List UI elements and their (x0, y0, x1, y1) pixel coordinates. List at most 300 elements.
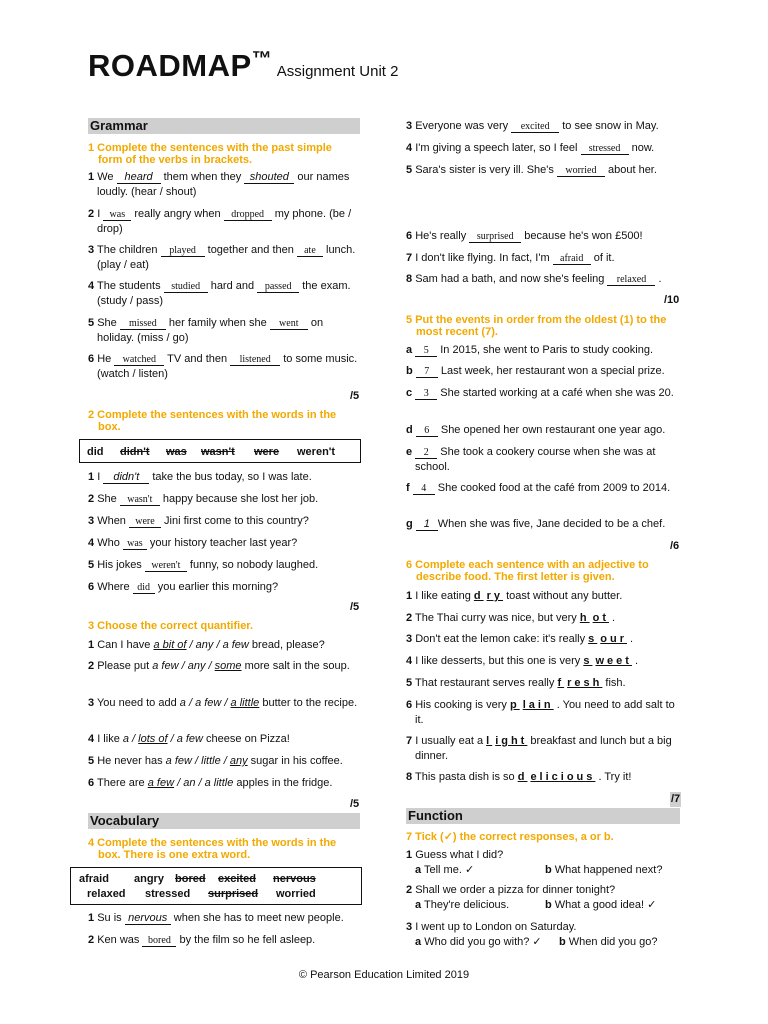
option-text: Who did you go with? (424, 935, 530, 948)
footer-copyright: © Pearson Education Limited 2019 (298, 969, 470, 981)
separator: / (185, 697, 196, 709)
answer-blank: played (161, 245, 205, 257)
item-number: 6 (406, 699, 413, 711)
answer-blank: 5 (415, 345, 437, 357)
option-text: They're delicious. (423, 898, 510, 911)
list-item (88, 470, 360, 485)
item-number: 1 (406, 849, 413, 861)
item-text: I like eating (415, 590, 474, 602)
separator: / (178, 660, 188, 672)
separator: / (205, 660, 215, 672)
answer-blank: heard (117, 172, 161, 184)
separator: / (191, 755, 202, 767)
item-number: 1 (88, 171, 95, 183)
item-text: You need to add (96, 697, 180, 709)
item-text: breakfast and lunch but a big dinner. (415, 735, 672, 762)
item-number: 2 (406, 884, 413, 896)
item-number: 3 (88, 697, 95, 709)
answer-options (415, 898, 680, 912)
first-letter: s (588, 633, 598, 645)
option-letter: b (545, 898, 552, 911)
item-number: 5 (88, 317, 95, 329)
list-item (88, 243, 360, 272)
item-text: about her. (604, 164, 657, 176)
item-text: to some music. (watch / listen) (97, 353, 358, 380)
item-text: my phone. (be / drop) (97, 208, 352, 235)
list-item (88, 536, 360, 551)
answer-blank: nervous (125, 913, 171, 925)
list-item (406, 364, 680, 379)
item-number: 3 (406, 633, 413, 645)
item-number: 7 (406, 252, 413, 264)
first-letter: d (473, 590, 484, 602)
answer-word (557, 677, 602, 689)
item-text: She took a cookery course when she was at school. (415, 446, 656, 473)
ex4-word-box (70, 867, 362, 905)
option-letter: b (545, 863, 552, 876)
item-text: when she has to meet new people. (170, 912, 344, 924)
option-text: What happened next? (554, 863, 663, 876)
list-item (88, 911, 363, 926)
trademark: ™ (251, 48, 272, 70)
ex4-score: /10 (664, 294, 680, 306)
ex2-score: /5 (350, 601, 360, 613)
option-a (415, 863, 474, 878)
item-number: d (406, 424, 413, 436)
item-text: more salt in the soup. (241, 660, 350, 672)
answer-blank: did (133, 582, 155, 594)
item-text: them when they (160, 171, 245, 183)
separator: / (129, 733, 139, 745)
answer-blank: 7 (416, 366, 438, 378)
item-text: She (97, 317, 120, 329)
item-number: 5 (88, 559, 95, 571)
word-werent: weren't (297, 446, 336, 458)
question-text: I went up to London on Saturday. (415, 921, 577, 933)
item-text: by the film so he fell asleep. (176, 934, 316, 946)
item-number: 8 (406, 771, 413, 783)
answer-blank: excited (511, 121, 559, 133)
list-item (88, 352, 360, 381)
item-text: to see snow in May. (559, 120, 659, 132)
list-item (406, 734, 680, 763)
item-number: a (406, 344, 413, 356)
list-item (88, 659, 360, 674)
answer-blank: 6 (416, 425, 438, 437)
quantifier-option: a few (176, 733, 203, 745)
answer-word (486, 735, 527, 747)
ex6-instruction: 6 Complete each sentence with an adjective to describe food. The first letter is given. (406, 559, 649, 583)
item-number: 5 (88, 755, 95, 767)
answer-word (583, 655, 632, 667)
quantifier-option: a few (152, 660, 179, 672)
word-bored: bored (175, 873, 206, 885)
ex5-score: /6 (670, 540, 680, 552)
item-text: Who (97, 537, 123, 549)
option-letter: a (415, 935, 422, 948)
list-item (88, 776, 360, 791)
item-text: He never has (97, 755, 166, 767)
item-text: I usually eat a (415, 735, 487, 747)
quantifier-option: a few (195, 697, 222, 709)
item-number: 1 (406, 590, 413, 602)
word-worried: worried (276, 888, 316, 900)
word-was: was (166, 446, 187, 458)
answer-blank: ate (297, 245, 323, 257)
title-roadmap: ROADMAP (88, 48, 252, 83)
list-item (88, 558, 360, 573)
question-text: Guess what I did? (415, 849, 504, 861)
quantifier-option: a (179, 697, 186, 709)
list-item (88, 696, 360, 711)
list-item (406, 676, 680, 691)
quantifier-option: some (214, 660, 242, 672)
item-text: I like (97, 733, 123, 745)
first-letter: l (486, 735, 493, 747)
item-number: 4 (88, 280, 95, 292)
list-item (406, 611, 680, 626)
ex2-word-box (79, 439, 361, 463)
answer-blank: watched (114, 354, 164, 366)
item-text: together and then (204, 244, 297, 256)
option-b (559, 935, 657, 950)
list-item (406, 770, 680, 785)
item-text: TV and then (164, 353, 231, 365)
answer-options (415, 863, 680, 877)
word-did: did (87, 446, 104, 458)
answer-blank: passed (257, 281, 299, 293)
separator: / any / (186, 639, 223, 651)
list-item (406, 632, 680, 647)
word-excited: excited (218, 873, 256, 885)
item-text: Su is (97, 912, 125, 924)
item-number: 3 (406, 120, 413, 132)
answer-blank: 3 (415, 388, 437, 400)
list-item (88, 170, 360, 199)
answer-letters: ry (486, 590, 504, 602)
item-text: you earlier this morning? (154, 581, 279, 593)
answer-letters: lain (522, 699, 554, 711)
item-text: happy because she lost her job. (159, 493, 319, 505)
answer-word (474, 590, 503, 602)
word-angry: angry (134, 873, 164, 885)
item-text: I like desserts, but this one is very (415, 655, 584, 667)
separator: / (221, 697, 231, 709)
answer-blank: relaxed (607, 274, 655, 286)
item-text: This pasta dish is so (414, 771, 518, 783)
answer-options (415, 935, 680, 949)
list-item (88, 580, 360, 595)
answer-blank: bored (142, 935, 176, 947)
item-text: . (627, 633, 634, 645)
quantifier-option: a few (147, 777, 175, 789)
answer-blank: 4 (413, 483, 435, 495)
separator: / (220, 755, 230, 767)
list-item (88, 933, 363, 948)
item-text: I don't like flying. In fact, I'm (415, 252, 553, 264)
item-text: I'm giving a speech later, so I feel (415, 142, 581, 154)
item-number: 4 (88, 537, 95, 549)
item-text: Jini first come to this country? (160, 515, 309, 527)
answer-word (518, 771, 596, 783)
list-item (88, 732, 360, 747)
ex2-instruction: 2 Complete the sentences with the words in the box. (88, 409, 337, 433)
word-were: were (254, 446, 280, 458)
item-text: . Try it! (595, 771, 632, 783)
option-letter: a (415, 898, 422, 911)
list-item (88, 514, 360, 529)
item-text: really angry when (131, 208, 224, 220)
item-number: f (406, 482, 410, 494)
item-number: 3 (88, 515, 95, 527)
list-item (406, 141, 681, 156)
item-number: 1 (88, 471, 95, 483)
option-letter: b (559, 935, 566, 948)
quantifier-option: a (122, 733, 129, 745)
item-text: Sam had a bath, and now she's feeling (415, 273, 608, 285)
item-number: 6 (406, 230, 413, 242)
item-text: Sara's sister is very ill. She's (415, 164, 557, 176)
item-text: That restaurant serves really (414, 677, 558, 689)
item-number: 6 (88, 353, 95, 365)
list-item (406, 386, 680, 401)
item-text: your history teacher last year? (146, 537, 298, 549)
list-item (406, 272, 681, 287)
answer-blank: studied (164, 281, 208, 293)
item-number: 2 (88, 934, 95, 946)
item-text: There are (96, 777, 148, 789)
item-text: Can I have (97, 639, 154, 651)
item-text: He (97, 353, 115, 365)
answer-blank: wasn't (120, 494, 160, 506)
list-item (406, 119, 681, 134)
word-nervous: nervous (273, 873, 316, 885)
item-text: take the bus today, so I was late. (149, 471, 312, 483)
answer-word (588, 633, 627, 645)
quantifier-option: a bit of (153, 639, 187, 651)
quantifier-option: a little (230, 697, 260, 709)
item-text: because he's won £500! (521, 230, 643, 242)
question-text: Shall we order a pizza for dinner tonight? (415, 884, 616, 896)
list-item (406, 481, 680, 496)
title-subtitle: Assignment Unit 2 (276, 63, 399, 80)
list-item (406, 589, 680, 604)
answer-letters: resh (567, 677, 603, 689)
answer-blank: missed (120, 318, 166, 330)
list-item (88, 754, 360, 769)
item-number: c (406, 387, 413, 399)
item-text: In 2015, she went to Paris to study cooking. (437, 344, 654, 356)
item-text: I (97, 471, 104, 483)
answer-blank: 2 (415, 447, 437, 459)
answer-blank: worried (557, 165, 605, 177)
separator: / (174, 777, 184, 789)
item-number: 8 (406, 273, 413, 285)
item-text: The Thai curry was nice, but very (414, 612, 580, 624)
item-text: on holiday. (miss / go) (97, 317, 324, 344)
item-text: cheese on Pizza! (203, 733, 290, 745)
answer-blank: 1 (416, 519, 438, 531)
item-text: His cooking is very (415, 699, 510, 711)
separator: / (167, 733, 177, 745)
answer-blank: listened (230, 354, 280, 366)
answer-blank: was (103, 209, 131, 221)
item-number: 3 (88, 244, 95, 256)
answer-blank: were (129, 516, 161, 528)
item-number: e (406, 446, 413, 458)
item-number: 1 (88, 639, 95, 651)
list-item (406, 163, 681, 178)
item-text: of it. (590, 252, 615, 264)
word-afraid: afraid (79, 873, 109, 885)
answer-word (580, 612, 609, 624)
list-item (88, 492, 360, 507)
answer-letters: our (600, 633, 627, 645)
tick-mark: ✓ (644, 898, 657, 911)
item-text: funny, so nobody laughed. (186, 559, 319, 571)
item-text: Ken was (97, 934, 143, 946)
quantifier-option: an (183, 777, 196, 789)
quantifier-option: a little (204, 777, 234, 789)
item-text: hard and (207, 280, 258, 292)
quantifier-option: little (201, 755, 221, 767)
item-text: She started working at a café when she was 20. (437, 387, 674, 399)
item-text: She (97, 493, 120, 505)
item-text: the exam. (study / pass) (97, 280, 351, 307)
item-text: butter to the recipe. (259, 697, 358, 709)
item-text: sugar in his coffee. (247, 755, 343, 767)
answer-blank: didn't (103, 472, 149, 484)
option-text: Tell me. (423, 863, 462, 876)
word-didnt: didn't (120, 446, 150, 458)
list-item (406, 445, 680, 474)
item-text: . (631, 655, 639, 667)
item-number: 4 (406, 142, 413, 154)
word-stressed: stressed (145, 888, 191, 900)
ex7-instruction: 7 Tick (✓) the correct responses, a or b. (406, 831, 614, 843)
first-letter: h (579, 612, 590, 624)
first-letter: d (517, 771, 528, 783)
page-title (88, 48, 399, 83)
list-item (406, 423, 680, 438)
quantifier-option: any (187, 660, 206, 672)
quantifier-option: a few (222, 639, 249, 651)
first-letter: s (583, 655, 593, 667)
answer-blank: surprised (469, 231, 521, 243)
first-letter: f (557, 677, 565, 689)
item-text: She cooked food at the café from 2009 to 2014. (434, 482, 671, 494)
answer-blank: afraid (553, 253, 591, 265)
list-item (88, 279, 360, 308)
option-a (415, 898, 509, 913)
word-wasnt: wasn't (201, 446, 235, 458)
item-text: fish. (602, 677, 626, 689)
ex3-instruction: 3 Choose the correct quantifier. (88, 620, 254, 632)
vocabulary-heading: Vocabulary (88, 813, 360, 829)
option-b (545, 898, 656, 913)
answer-blank: stressed (581, 143, 629, 155)
first-letter: p (509, 699, 520, 711)
item-text: now. (628, 142, 655, 154)
item-text: When she was five, Jane decided to be a chef. (437, 518, 666, 530)
item-number: 5 (406, 677, 413, 689)
ex1-instruction: 1 Complete the sentences with the past simple form of the verbs in brackets. (88, 142, 332, 166)
list-item (88, 316, 360, 345)
list-item (406, 883, 680, 912)
item-text: When (97, 515, 129, 527)
answer-blank: weren't (145, 560, 187, 572)
ex4-instruction: 4 Complete the sentences with the words in the box. There is one extra word. (88, 837, 337, 861)
answer-word (510, 699, 554, 711)
function-heading: Function (406, 808, 680, 824)
list-item (406, 229, 681, 244)
item-text: His jokes (97, 559, 145, 571)
answer-letters: weet (595, 655, 632, 667)
item-text: . (655, 273, 662, 285)
word-relaxed: relaxed (87, 888, 126, 900)
item-text: her family when she (165, 317, 270, 329)
item-text: . (608, 612, 616, 624)
item-number: 2 (88, 208, 95, 220)
answer-blank: went (270, 318, 308, 330)
list-item (406, 343, 680, 358)
item-number: 5 (406, 164, 413, 176)
list-item (88, 638, 360, 653)
item-number: 4 (406, 655, 413, 667)
item-number: 4 (88, 733, 95, 745)
item-number: 2 (406, 612, 413, 624)
option-a (415, 935, 542, 950)
answer-blank: dropped (224, 209, 272, 221)
ex3-score: /5 (350, 798, 360, 810)
answer-letters: ot (592, 612, 609, 624)
item-number: 1 (88, 912, 95, 924)
quantifier-option: lots of (138, 733, 168, 745)
quantifier-option: any (229, 755, 248, 767)
option-text: What a good idea! (554, 898, 645, 911)
separator: / (195, 777, 205, 789)
item-text: apples in the fridge. (233, 777, 333, 789)
ex5-instruction: 5 Put the events in order from the oldest (1) to the most recent (7). (406, 314, 667, 338)
list-item (406, 517, 680, 532)
item-text: Please put (97, 660, 153, 672)
item-number: b (406, 365, 413, 377)
word-surprised: surprised (208, 888, 259, 900)
quantifier-option: a few (165, 755, 192, 767)
answer-letters: ight (495, 735, 528, 747)
item-number: 2 (88, 660, 95, 672)
ex1-score: /5 (350, 390, 360, 402)
item-text: He's really (415, 230, 470, 242)
item-text: Don't eat the lemon cake: it's really (415, 633, 589, 645)
item-number: 6 (88, 581, 95, 593)
option-text: When did you go? (568, 935, 658, 948)
item-number: 2 (88, 493, 95, 505)
option-letter: a (415, 863, 422, 876)
tick-mark: ✓ (461, 863, 475, 876)
item-text: toast without any butter. (503, 590, 623, 602)
item-text: Last week, her restaurant won a special prize. (437, 365, 665, 377)
answer-blank: was (123, 538, 147, 550)
item-text: lunch. (play / eat) (97, 244, 356, 271)
list-item (406, 698, 680, 727)
item-text: bread, please? (248, 639, 325, 651)
item-number: 6 (88, 777, 95, 789)
item-number: 7 (406, 735, 413, 747)
item-text: The students (96, 280, 164, 292)
item-text: The children (96, 244, 161, 256)
answer-letters: elicious (530, 771, 596, 783)
